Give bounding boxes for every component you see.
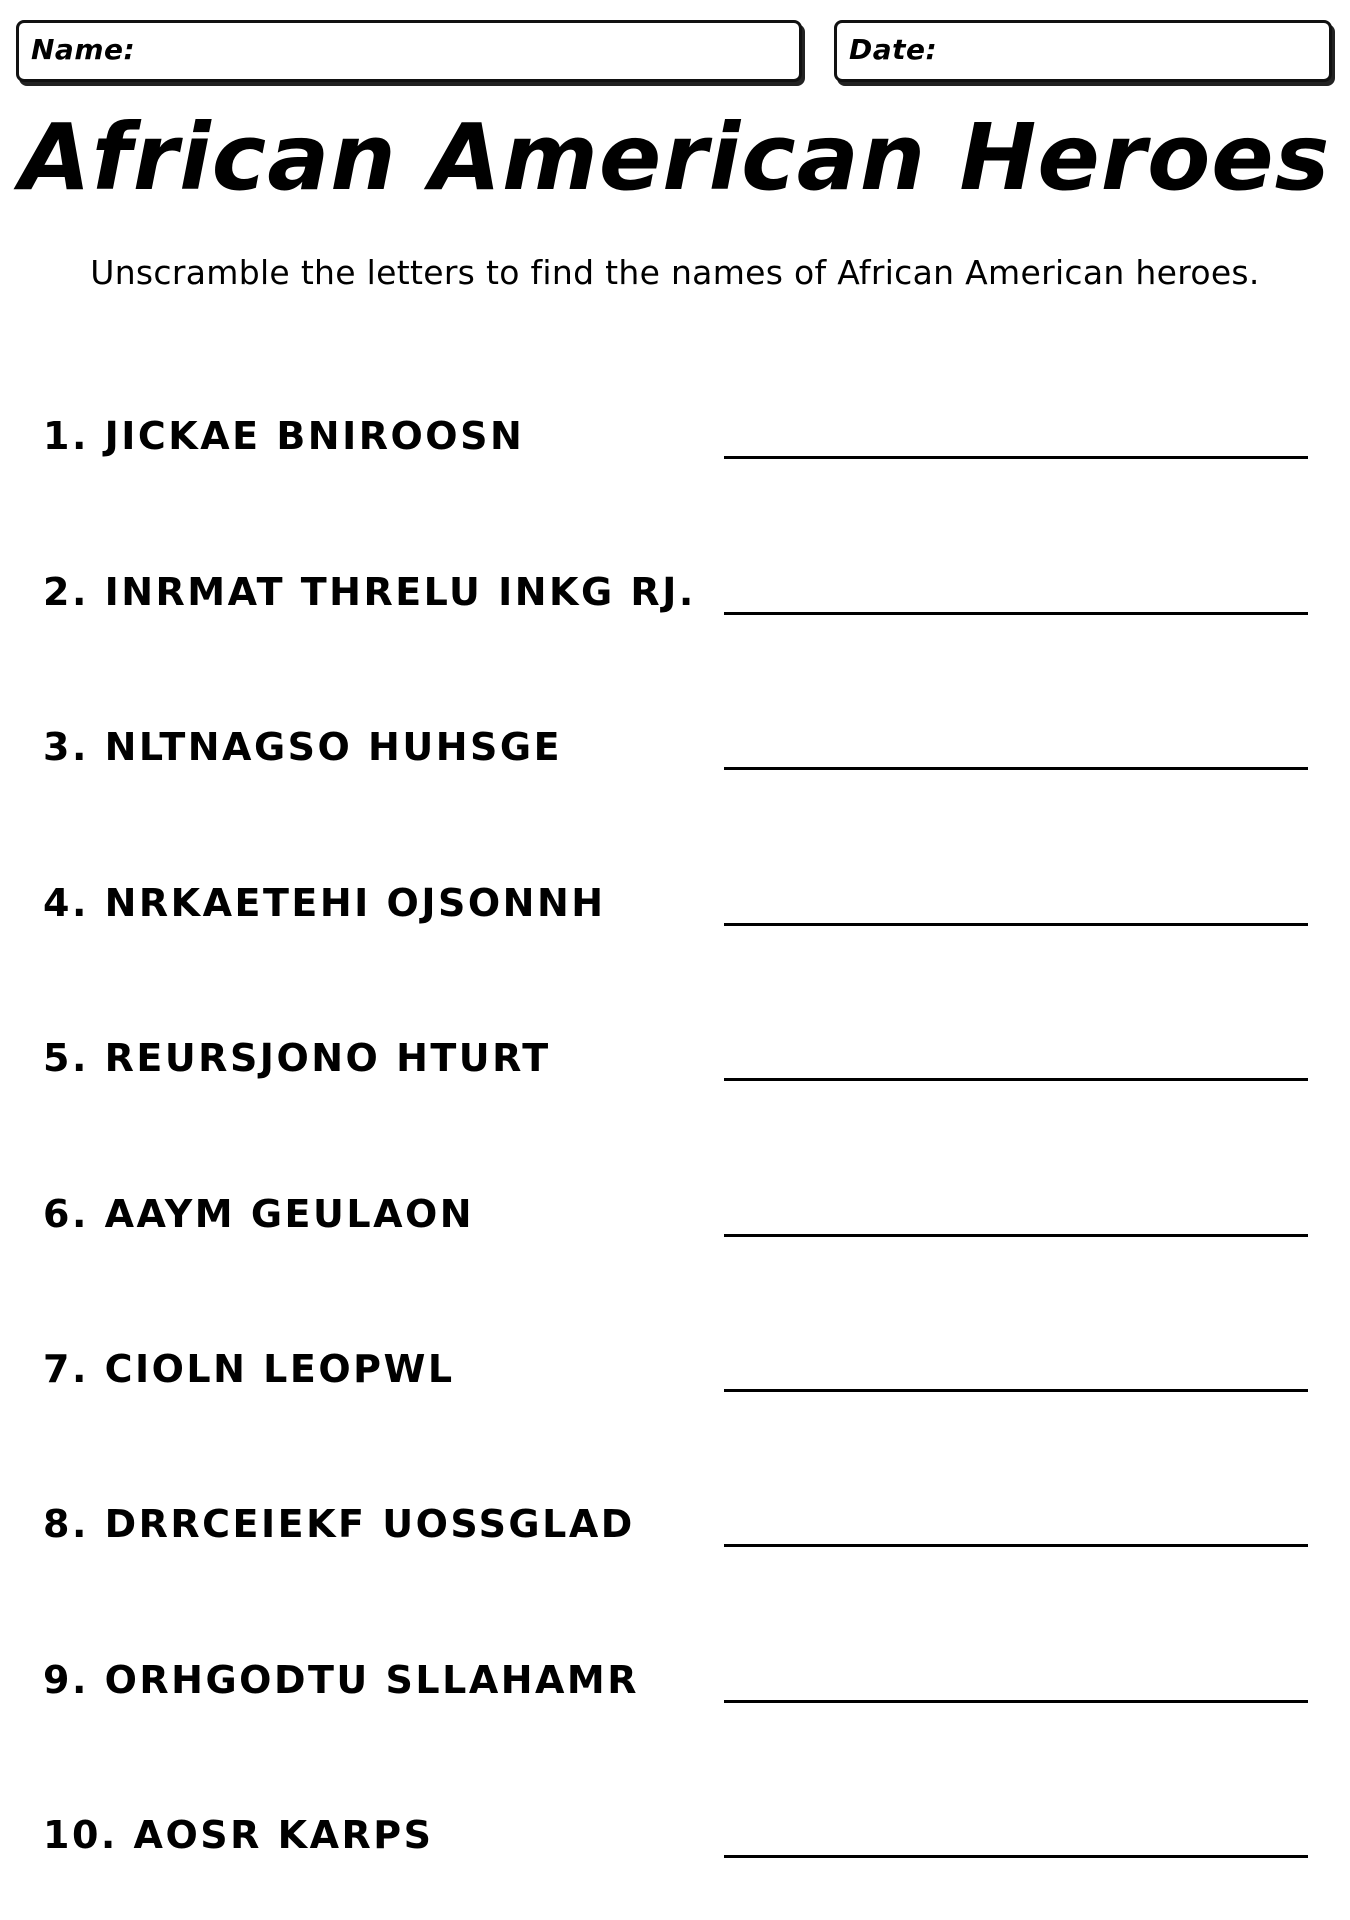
instructions-text: Unscramble the letters to find the names of African American heroes.: [90, 253, 1260, 292]
scrambled-word: 2. INRMAT THRELU INKG RJ.: [43, 570, 696, 614]
scrambled-word: 8. DRRCEIEKF UOSSGLAD: [43, 1502, 635, 1546]
answer-blank[interactable]: [724, 1389, 1308, 1392]
question-item: [0, 1813, 1350, 1893]
question-item: [0, 725, 1350, 805]
question-item: [0, 1347, 1350, 1427]
answer-blank[interactable]: [724, 767, 1308, 770]
worksheet-title: African American Heroes: [19, 104, 1331, 211]
scrambled-word: 5. REURSJONO HTURT: [43, 1036, 551, 1080]
answer-blank[interactable]: [724, 1855, 1308, 1858]
question-item: [0, 1036, 1350, 1116]
scrambled-word: 7. CIOLN LEOPWL: [43, 1347, 455, 1391]
answer-blank[interactable]: [724, 1234, 1308, 1237]
date-label: Date:: [849, 33, 938, 66]
question-item: [0, 1658, 1350, 1738]
answer-blank[interactable]: [724, 1078, 1308, 1081]
scrambled-word: 6. AAYM GEULAON: [43, 1192, 475, 1236]
answer-blank[interactable]: [724, 612, 1308, 615]
answer-blank[interactable]: [724, 1700, 1308, 1703]
question-item: [0, 881, 1350, 961]
question-item: [0, 414, 1350, 494]
scrambled-word: 9. ORHGODTU SLLAHAMR: [43, 1658, 640, 1702]
scrambled-word: 4. NRKAETEHI OJSONNH: [43, 881, 606, 925]
scrambled-word: 1. JICKAE BNIROOSN: [43, 414, 525, 458]
answer-blank[interactable]: [724, 456, 1308, 459]
name-label: Name:: [31, 33, 136, 66]
scrambled-word: 3. NLTNAGSO HUHSGE: [43, 725, 563, 769]
scrambled-word: 10. AOSR KARPS: [43, 1813, 434, 1857]
answer-blank[interactable]: [724, 923, 1308, 926]
answer-blank[interactable]: [724, 1544, 1308, 1547]
question-item: [0, 570, 1350, 650]
question-item: [0, 1192, 1350, 1272]
question-item: [0, 1502, 1350, 1582]
